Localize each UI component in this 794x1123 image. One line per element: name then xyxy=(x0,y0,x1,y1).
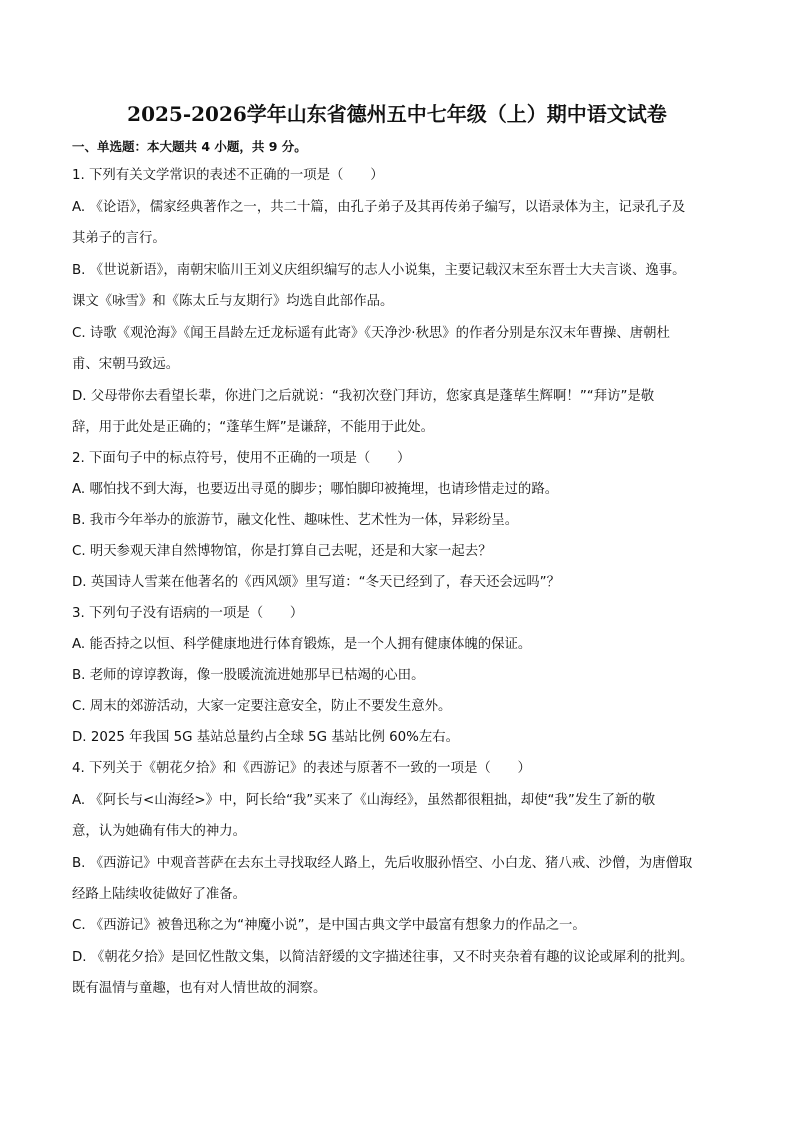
option-c: C. 诗歌《观沧海》《闻王昌龄左迁龙标遥有此寄》《天净沙·秋思》的作者分别是东汉末年曹操、唐朝杜 甫、宋朝马致远。 xyxy=(72,326,670,372)
option-d: D. 英国诗人雪莱在他著名的《西风颂》里写道：“冬天已经到了，春天还会远吗”？ xyxy=(72,575,560,590)
option-d: D. 父母带你去看望长辈，你进门之后就说：“我初次登门拜访，您家真是蓬荜生辉啊！”“拜访”是敬 辞，用于此处是正确的；“蓬荜生辉”是谦辞，不能用于此处。 xyxy=(72,389,655,435)
option-a: A. 哪怕找不到大海，也要迈出寻觅的脚步；哪怕脚印被掩埋，也请珍惜走过的路。 xyxy=(72,482,559,497)
option-a: A. 《阿长与<山海经>》中，阿长给“我”买来了《山海经》，虽然都很粗拙，却使“我”发生了新的敬 意，认为她确有伟大的神力。 xyxy=(72,793,656,839)
option-d: D. 2025 年我国 5G 基站总量约占全球 5G 基站比例 60%左右。 xyxy=(72,730,460,745)
option-c: C. 《西游记》被鲁迅称之为“神魔小说”，是中国古典文学中最富有想象力的作品之一。 xyxy=(72,918,586,933)
option-c: C. 明天参观天津自然博物馆，你是打算自己去呢，还是和大家一起去？ xyxy=(72,544,492,559)
question-stem: 4. 下列关于《朝花夕拾》和《西游记》的表述与原著不一致的一项是（ ） xyxy=(72,761,531,776)
option-b: B. 我市今年举办的旅游节，融文化性、趣味性、艺术性为一体，异彩纷呈。 xyxy=(72,513,519,528)
question-3 xyxy=(72,604,722,748)
question-2 xyxy=(72,449,722,593)
option-b: B. 老师的谆谆教诲，像一股暖流流进她那早已枯竭的心田。 xyxy=(72,668,425,683)
option-b: B. 《世说新语》，南朝宋临川王刘义庆组织编写的志人小说集，主要记载汉末至东晋士大夫言谈、逸事。 课文《咏雪》和《陈太丘与友期行》均选自此部作品。 xyxy=(72,263,686,309)
question-1 xyxy=(72,166,722,443)
question-stem: 2. 下面句子中的标点符号，使用不正确的一项是（ ） xyxy=(72,451,411,466)
section-heading: 一、单选题：本大题共 4 小题，共 9 分。 xyxy=(72,139,307,154)
option-a: A. 能否持之以恒、科学健康地进行体育锻炼，是一个人拥有健康体魄的保证。 xyxy=(72,637,532,652)
option-a: A. 《论语》，儒家经典著作之一，共二十篇，由孔子弟子及其再传弟子编写，以语录体为主，记录孔子及 其弟子的言行。 xyxy=(72,200,686,246)
option-d: D. 《朝花夕拾》是回忆性散文集，以简洁舒缓的文字描述往事，又不时夹杂着有趣的议论或犀利的批判。 既有温情与童趣，也有对人情世故的洞察。 xyxy=(72,950,694,996)
question-stem: 3. 下列句子没有语病的一项是（ ） xyxy=(72,606,304,621)
exam-title: 2025-2026学年山东省德州五中七年级（上）期中语文试卷 xyxy=(127,102,667,126)
question-4 xyxy=(72,759,722,1004)
option-c: C. 周末的郊游活动，大家一定要注意安全，防止不要发生意外。 xyxy=(72,699,452,714)
question-stem: 1. 下列有关文学常识的表述不正确的一项是（ ） xyxy=(72,168,384,183)
option-b: B. 《西游记》中观音菩萨在去东土寻找取经人路上，先后收服孙悟空、小白龙、猪八戒、沙僧，为唐僧取 经路上陆续收徒做好了准备。 xyxy=(72,856,693,902)
